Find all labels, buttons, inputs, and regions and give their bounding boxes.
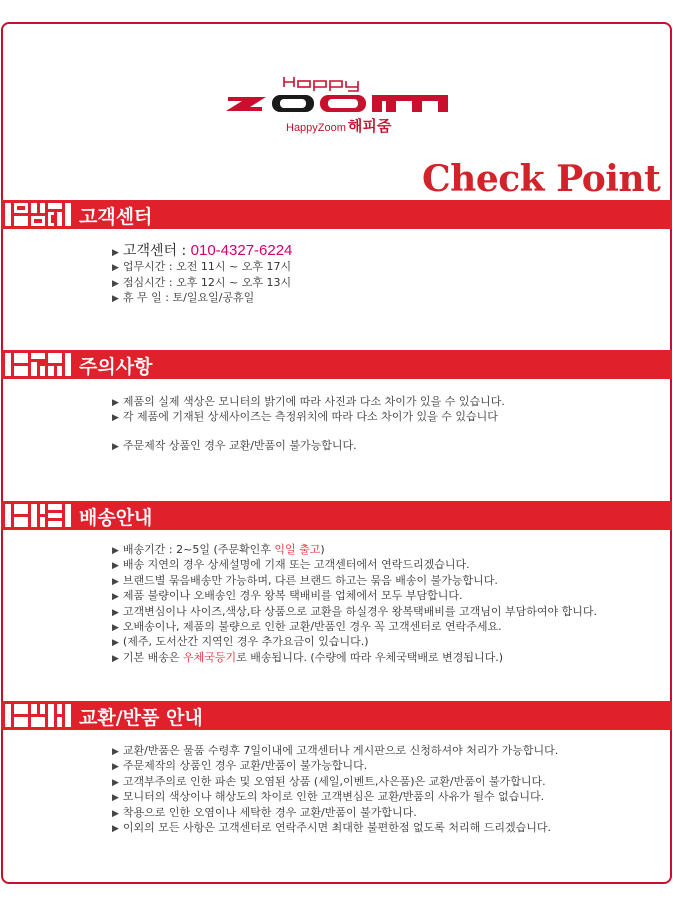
- list-item: ▶ (제주, 도서산간 지역인 경우 추가요금이 있습니다.): [112, 635, 369, 649]
- bullet-arrow-icon: ▶: [112, 263, 119, 274]
- bullet-arrow-icon: ▶: [112, 808, 119, 819]
- bullet-arrow-icon: ▶: [112, 576, 119, 587]
- list-item: ▶ 교환/반품은 물품 수령후 7일이내에 고객센터나 게시판으로 신청하셔야 처리가 가능합니다.: [112, 744, 559, 757]
- next-day-dispatch: 익일 출고: [274, 543, 321, 556]
- list-item: ▶ 기본 배송은 우체국등기로 배송됩니다. (수량에 따라 우체국택배로 변경됩니다.): [112, 650, 504, 664]
- exchange-list: [112, 744, 558, 836]
- list-item: ▶ 주문제작 상품인 경우 교환/반품이 불가능합니다.: [112, 438, 357, 452]
- list-item: ▶ 고객변심이나 사이즈,색상,타 상품으로 교환을 하실경우 왕복택배비를 고객님이 부담하여야 합니다.: [112, 604, 598, 618]
- happyzoom-logo: [222, 75, 454, 137]
- section-title-exchange: 교환/반품 안내: [79, 707, 203, 729]
- bullet-arrow-icon: ▶: [112, 623, 119, 634]
- list-item: ▶ 제품 불량이나 오배송인 경우 왕복 택배비를 업체에서 모두 부담합니다.: [112, 589, 463, 603]
- bullet-arrow-icon: ▶: [112, 398, 119, 408]
- bullet-arrow-icon: ▶: [112, 607, 119, 618]
- bullet-arrow-icon: ▶: [112, 278, 119, 289]
- bullet-arrow-icon: ▶: [112, 638, 119, 649]
- check-point-title: Check Point: [422, 158, 661, 200]
- bullet-arrow-icon: ▶: [112, 561, 119, 572]
- pixel-blocks-icon: [5, 704, 75, 727]
- notice-list: [112, 395, 505, 454]
- list-item: ▶ 오배송이나, 제품의 불량으로 인한 교환/반품인 경우 꼭 고객센터로 연락주세요.: [112, 620, 502, 634]
- list-item: ▶ 각 제품에 기재된 상세사이즈는 측정위치에 따라 다소 차이가 있을 수 있습니다: [112, 410, 498, 424]
- pixel-blocks-icon: [5, 353, 75, 376]
- logo-korean: 해피줌: [347, 118, 392, 135]
- bullet-arrow-icon: ▶: [112, 777, 119, 788]
- bullet-arrow-icon: ▶: [112, 294, 119, 305]
- customer-center-list: [112, 244, 292, 307]
- zoom-logo-mark: [222, 75, 454, 115]
- list-item: ▶ 브랜드별 묶음배송만 가능하며, 다른 브랜드 하고는 묶음 배송이 불가능합니다.: [112, 573, 498, 587]
- list-item: ▶ 착용으로 인한 오염이나 세탁한 경우 교환/반품이 불가합니다.: [112, 805, 417, 819]
- bullet-arrow-icon: ▶: [112, 653, 119, 664]
- bullet-arrow-icon: ▶: [112, 441, 119, 452]
- section-title-shipping: 배송안내: [79, 507, 153, 529]
- bullet-arrow-icon: ▶: [112, 592, 119, 603]
- list-item: ▶ 점심시간 : 오후 12시 ~ 오후 13시: [112, 275, 292, 289]
- section-bar-shipping: [1, 501, 672, 530]
- section-bar-notice: [1, 350, 672, 379]
- phone-number: 010-4327-6224: [190, 242, 293, 259]
- section-title-notice: 주의사항: [79, 356, 153, 378]
- list-item: ▶ 이외의 모든 사항은 고객센터로 연락주시면 최대한 불편한점 없도록 처리해 드리겠습니다.: [112, 821, 552, 835]
- registered-mail: 우체국등기: [183, 650, 237, 664]
- list-item: ▶ 고객부주의로 인한 파손 및 오염된 상품 (세일,이벤트,사은품)은 교환/반품이 불가합니다.: [112, 774, 546, 788]
- list-item: ▶ 모니터의 색상이나 해상도의 차이로 인한 고객변심은 교환/반품의 사유가 될수 없습니다.: [112, 790, 545, 804]
- pixel-blocks-icon: [5, 203, 75, 226]
- section-title-customer-center: 고객센터: [79, 206, 153, 228]
- bullet-arrow-icon: ▶: [112, 546, 119, 556]
- list-item: ▶ 업무시간 : 오전 11시 ~ 오후 17시: [112, 260, 292, 274]
- bullet-arrow-icon: ▶: [112, 793, 119, 804]
- bullet-arrow-icon: ▶: [112, 248, 119, 258]
- list-item: ▶ 휴 무 일 : 토/일요일/공휴일: [112, 291, 255, 305]
- section-bar-customer-center: [1, 200, 672, 229]
- bullet-arrow-icon: ▶: [112, 762, 119, 773]
- bullet-arrow-icon: ▶: [112, 824, 119, 835]
- pixel-blocks-icon: [5, 504, 75, 527]
- list-item: ▶ 배송기간 : 2~5일 (주문확인후 익일 출고): [112, 543, 325, 556]
- bullet-arrow-icon: ▶: [112, 747, 119, 757]
- list-item: ▶ 제품의 실제 색상은 모니터의 밝기에 따라 사진과 다소 차이가 있을 수 있습니다.: [112, 395, 505, 408]
- logo-caption: [286, 115, 391, 136]
- logo-word: HappyZoom: [286, 122, 346, 134]
- section-bar-exchange: [1, 701, 672, 730]
- phone-line: ▶ 고객센터 : 010-4327-6224: [112, 242, 293, 259]
- bullet-arrow-icon: ▶: [112, 413, 119, 424]
- shipping-list: [112, 543, 597, 666]
- list-item: ▶ 배송 지연의 경우 상세설명에 기재 또는 고객센터에서 연락드리겠습니다.: [112, 558, 470, 572]
- list-item: ▶ 주문제작의 상품인 경우 교환/반품이 불가능합니다.: [112, 759, 368, 773]
